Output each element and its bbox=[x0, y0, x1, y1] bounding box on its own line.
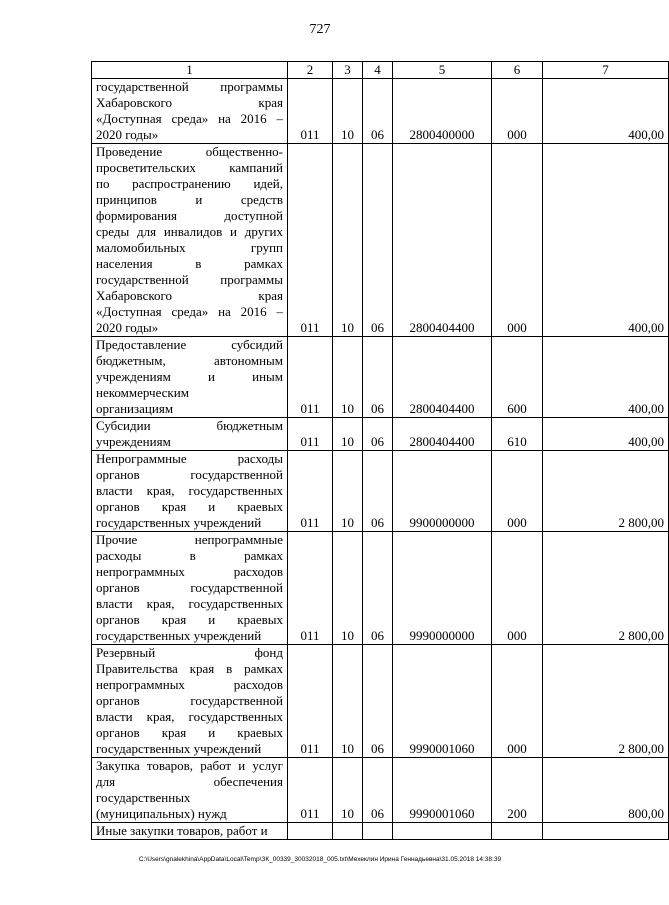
table-row bbox=[92, 79, 669, 144]
description-line: власти края, государственных bbox=[96, 483, 283, 498]
amount-value: 2 800,00 bbox=[543, 645, 669, 758]
target-item-code: 9990000000 bbox=[393, 532, 492, 645]
row-description bbox=[92, 823, 288, 840]
expense-type-code: 610 bbox=[492, 418, 543, 451]
target-item-code: 2800404400 bbox=[393, 337, 492, 418]
description-line: просветительских кампаний bbox=[96, 160, 283, 175]
expense-type-code: 200 bbox=[492, 758, 543, 823]
amount-value: 2 800,00 bbox=[543, 451, 669, 532]
description-line: по распространению идей, bbox=[96, 176, 283, 191]
amount-value: 400,00 bbox=[543, 79, 669, 144]
description-line: власти края, государственных bbox=[96, 709, 283, 724]
description-line: бюджетным, автономным bbox=[96, 353, 283, 368]
amount-value: 800,00 bbox=[543, 758, 669, 823]
ministry-code: 011 bbox=[288, 532, 333, 645]
description-line: государственных учреждений bbox=[96, 628, 262, 643]
description-line: (муниципальных) нужд bbox=[96, 806, 227, 821]
description-line: Резервный фонд bbox=[96, 645, 283, 660]
subsection-code: 06 bbox=[363, 337, 393, 418]
column-header: 1 bbox=[92, 62, 288, 79]
description-line: формирования доступной bbox=[96, 208, 283, 223]
row-description bbox=[92, 451, 288, 532]
row-description bbox=[92, 337, 288, 418]
expense-type-code: 000 bbox=[492, 144, 543, 337]
description-line: «Доступная среда» на 2016 – bbox=[96, 304, 283, 319]
description-line: государственной программы bbox=[96, 272, 283, 287]
description-line: непрограммных расходов bbox=[96, 564, 283, 579]
page-number: 727 bbox=[309, 22, 331, 37]
description-line: органов государственной bbox=[96, 693, 283, 708]
expense-type-code bbox=[492, 823, 543, 840]
ministry-code: 011 bbox=[288, 451, 333, 532]
amount-value: 400,00 bbox=[543, 418, 669, 451]
description-line: учреждениям и иным bbox=[96, 369, 283, 384]
subsection-code: 06 bbox=[363, 532, 393, 645]
ministry-code: 011 bbox=[288, 758, 333, 823]
description-line: 2020 годы» bbox=[96, 320, 159, 335]
description-line: государственных учреждений bbox=[96, 741, 262, 756]
column-header: 6 bbox=[492, 62, 543, 79]
amount-value bbox=[543, 823, 669, 840]
description-line: Прочие непрограммные bbox=[96, 532, 283, 547]
budget-table bbox=[91, 61, 669, 840]
ministry-code bbox=[288, 823, 333, 840]
description-line: расходы в рамках bbox=[96, 548, 283, 563]
description-line: власти края, государственных bbox=[96, 596, 283, 611]
description-line: Проведение общественно- bbox=[96, 144, 283, 159]
expense-type-code: 000 bbox=[492, 532, 543, 645]
subsection-code: 06 bbox=[363, 144, 393, 337]
ministry-code: 011 bbox=[288, 79, 333, 144]
subsection-code: 06 bbox=[363, 451, 393, 532]
subsection-code bbox=[363, 823, 393, 840]
description-line: Непрограммные расходы bbox=[96, 451, 283, 466]
section-code: 10 bbox=[333, 337, 363, 418]
section-code: 10 bbox=[333, 144, 363, 337]
table-row bbox=[92, 144, 669, 337]
subsection-code: 06 bbox=[363, 418, 393, 451]
description-line: органов края и краевых bbox=[96, 725, 283, 740]
section-code: 10 bbox=[333, 418, 363, 451]
description-line: государственных учреждений bbox=[96, 515, 262, 530]
section-code: 10 bbox=[333, 645, 363, 758]
expense-type-code: 600 bbox=[492, 337, 543, 418]
description-line: учреждениям bbox=[96, 434, 171, 449]
description-line: организациям bbox=[96, 401, 174, 416]
section-code: 10 bbox=[333, 758, 363, 823]
target-item-code: 2800404400 bbox=[393, 418, 492, 451]
target-item-code: 9900000000 bbox=[393, 451, 492, 532]
table-body bbox=[92, 79, 669, 840]
description-line: органов государственной bbox=[96, 580, 283, 595]
description-line: некоммерческим bbox=[96, 385, 189, 400]
description-line: для обеспечения bbox=[96, 774, 283, 789]
expense-type-code: 000 bbox=[492, 645, 543, 758]
file-path-footer: C:\Users\gnalekhina\AppData\Local\Temp\ЗК_00339_30032018_005.txt\Мехеклин Ирина Геннадьевна\31.05.2018 14:38:39 bbox=[138, 856, 502, 863]
subsection-code: 06 bbox=[363, 758, 393, 823]
column-header: 4 bbox=[363, 62, 393, 79]
section-code: 10 bbox=[333, 451, 363, 532]
row-description bbox=[92, 144, 288, 337]
description-line: 2020 годы» bbox=[96, 127, 159, 142]
row-description bbox=[92, 79, 288, 144]
ministry-code: 011 bbox=[288, 144, 333, 337]
amount-value: 400,00 bbox=[543, 337, 669, 418]
table-row bbox=[92, 532, 669, 645]
row-description bbox=[92, 645, 288, 758]
subsection-code: 06 bbox=[363, 645, 393, 758]
column-header-row bbox=[92, 62, 669, 79]
description-line: «Доступная среда» на 2016 – bbox=[96, 111, 283, 126]
table-row bbox=[92, 823, 669, 840]
section-code bbox=[333, 823, 363, 840]
column-header: 3 bbox=[333, 62, 363, 79]
subsection-code: 06 bbox=[363, 79, 393, 144]
description-line: органов края и краевых bbox=[96, 499, 283, 514]
expense-type-code: 000 bbox=[492, 79, 543, 144]
description-line: органов края и краевых bbox=[96, 612, 283, 627]
target-item-code: 2800404400 bbox=[393, 144, 492, 337]
column-header: 5 bbox=[393, 62, 492, 79]
description-line: маломобильных групп bbox=[96, 240, 283, 255]
target-item-code: 9990001060 bbox=[393, 645, 492, 758]
table-row bbox=[92, 418, 669, 451]
row-description bbox=[92, 758, 288, 823]
description-line: Субсидии бюджетным bbox=[96, 418, 283, 433]
target-item-code: 9990001060 bbox=[393, 758, 492, 823]
table-row bbox=[92, 758, 669, 823]
description-line: среды для инвалидов и других bbox=[96, 224, 283, 239]
target-item-code: 2800400000 bbox=[393, 79, 492, 144]
column-header: 2 bbox=[288, 62, 333, 79]
amount-value: 400,00 bbox=[543, 144, 669, 337]
expense-type-code: 000 bbox=[492, 451, 543, 532]
ministry-code: 011 bbox=[288, 418, 333, 451]
row-description bbox=[92, 418, 288, 451]
description-line: Правительства края в рамках bbox=[96, 661, 283, 676]
table-row bbox=[92, 645, 669, 758]
amount-value: 2 800,00 bbox=[543, 532, 669, 645]
table-row bbox=[92, 451, 669, 532]
ministry-code: 011 bbox=[288, 337, 333, 418]
description-line: государственных bbox=[96, 790, 191, 805]
description-line: принципов и средств bbox=[96, 192, 283, 207]
description-line: непрограммных расходов bbox=[96, 677, 283, 692]
ministry-code: 011 bbox=[288, 645, 333, 758]
description-line: Хабаровского края bbox=[96, 288, 283, 303]
description-line: государственной программы bbox=[96, 79, 283, 94]
description-line: Хабаровского края bbox=[96, 95, 283, 110]
row-description bbox=[92, 532, 288, 645]
description-line: Иные закупки товаров, работ и bbox=[96, 823, 268, 838]
target-item-code bbox=[393, 823, 492, 840]
column-header: 7 bbox=[543, 62, 669, 79]
table-row bbox=[92, 337, 669, 418]
description-line: органов государственной bbox=[96, 467, 283, 482]
section-code: 10 bbox=[333, 532, 363, 645]
description-line: населения в рамках bbox=[96, 256, 283, 271]
description-line: Предоставление субсидий bbox=[96, 337, 283, 352]
section-code: 10 bbox=[333, 79, 363, 144]
description-line: Закупка товаров, работ и услуг bbox=[96, 758, 283, 773]
